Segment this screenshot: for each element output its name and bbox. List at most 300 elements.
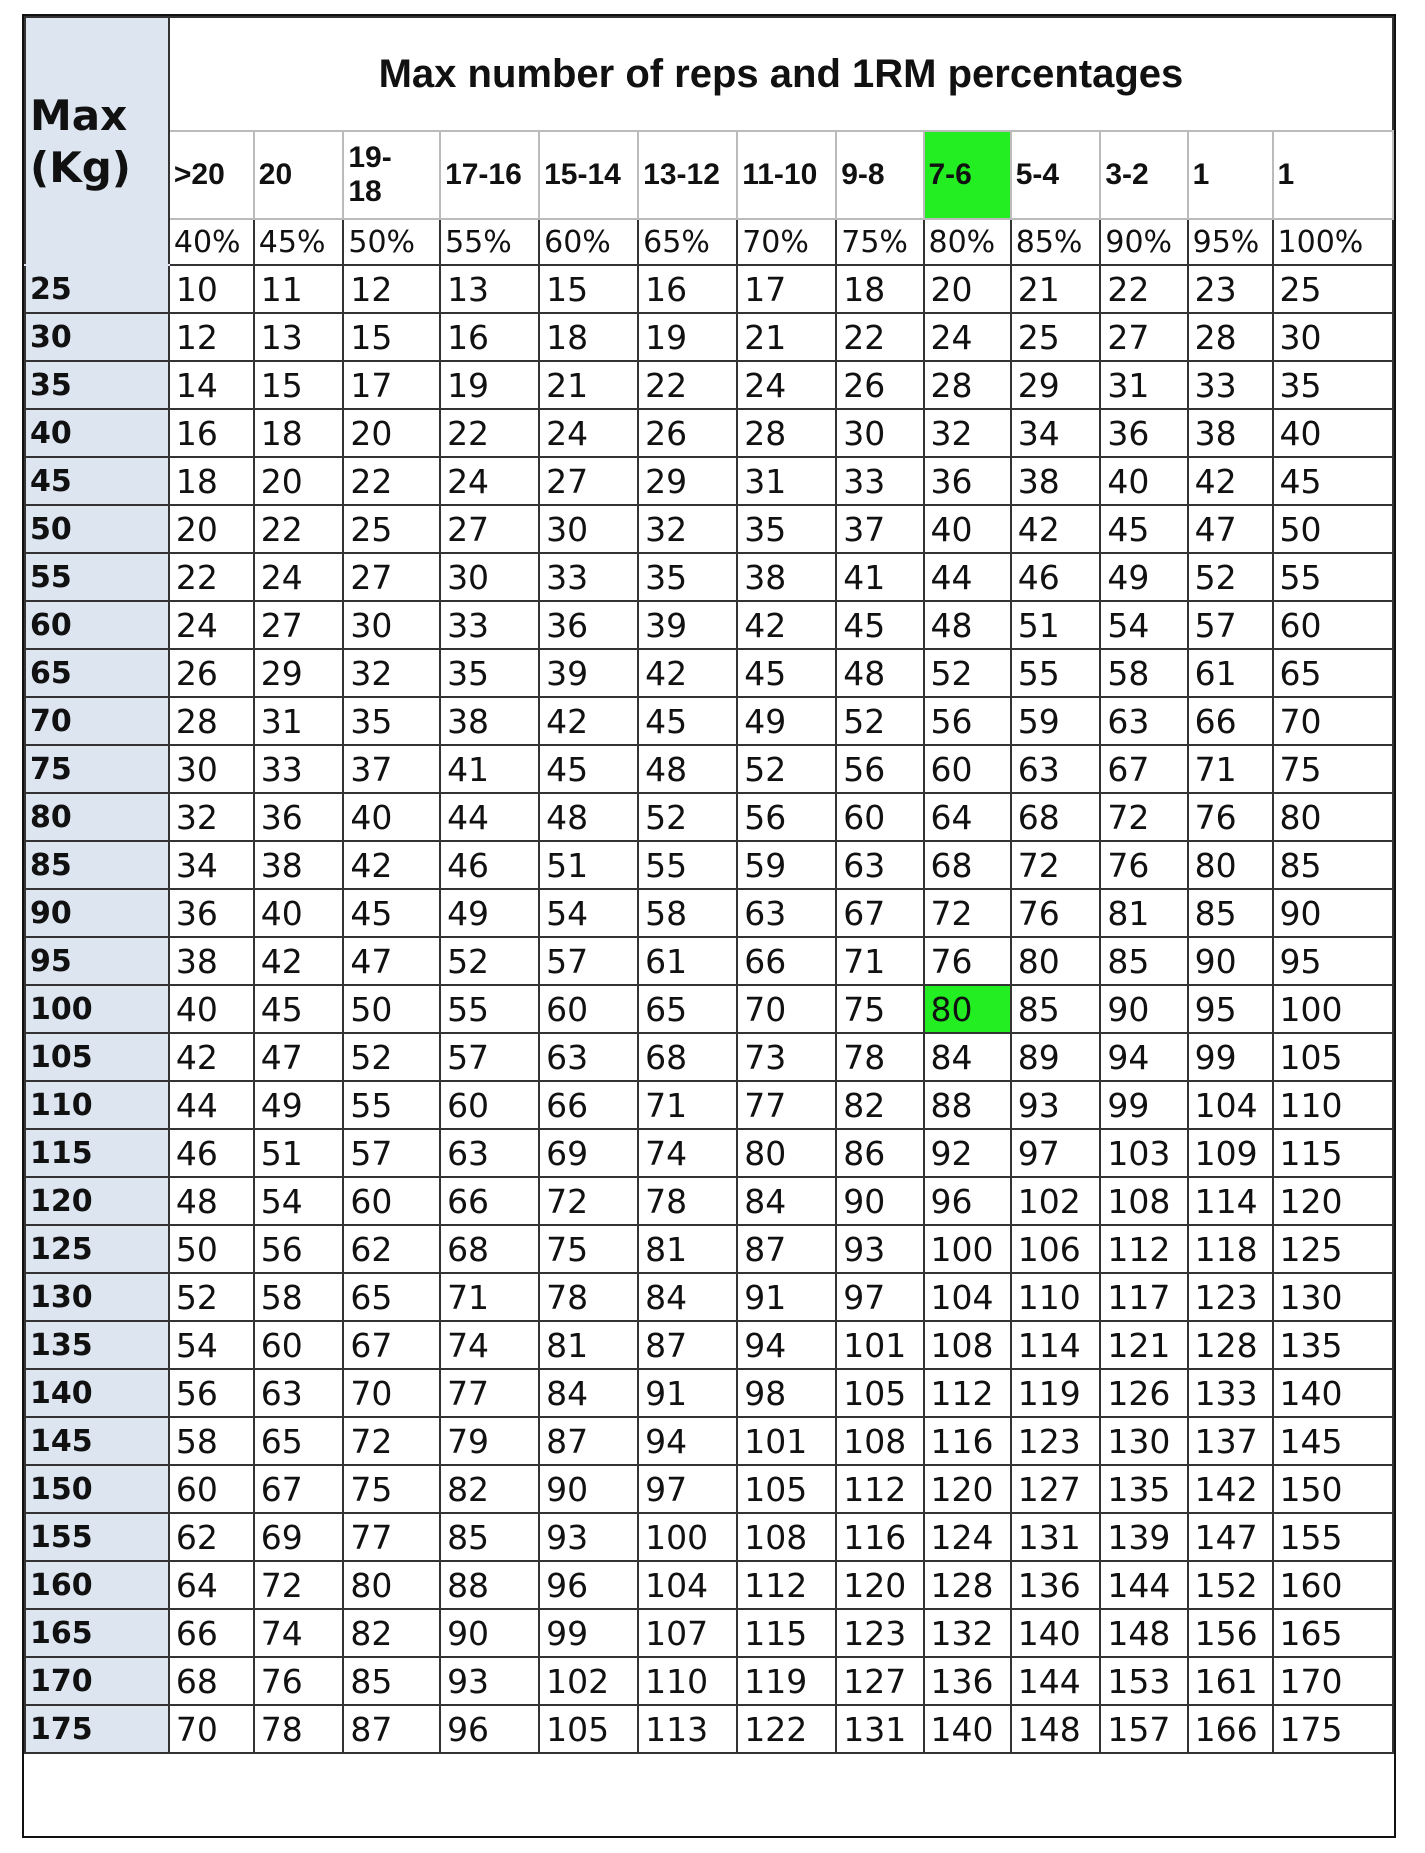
- weight-cell: 18: [169, 457, 254, 505]
- weight-cell: 22: [1100, 265, 1187, 313]
- table-row: [25, 1657, 1393, 1705]
- weight-cell: 16: [440, 313, 539, 361]
- weight-cell: 153: [1100, 1657, 1187, 1705]
- weight-cell: 82: [836, 1081, 923, 1129]
- percentage-header: 55%: [440, 219, 539, 265]
- weight-cell: 68: [924, 841, 1011, 889]
- weight-cell: 16: [169, 409, 254, 457]
- weight-cell: 46: [169, 1129, 254, 1177]
- table-row: [25, 313, 1393, 361]
- weight-cell: 119: [1011, 1369, 1101, 1417]
- weight-cell: 21: [539, 361, 638, 409]
- weight-cell: 15: [343, 313, 440, 361]
- table-row: [25, 1081, 1393, 1129]
- weight-cell: 82: [440, 1465, 539, 1513]
- weight-cell: 76: [254, 1657, 344, 1705]
- weight-cell: 72: [1100, 793, 1187, 841]
- rep-range-header: 11-10: [737, 131, 836, 219]
- weight-cell: 47: [1188, 505, 1273, 553]
- weight-cell: 87: [539, 1417, 638, 1465]
- weight-cell: 63: [440, 1129, 539, 1177]
- max-kg-cell: 45: [25, 457, 169, 505]
- weight-cell: 118: [1188, 1225, 1273, 1273]
- weight-cell: 63: [1100, 697, 1187, 745]
- weight-cell: 90: [1273, 889, 1393, 937]
- weight-cell: 130: [1273, 1273, 1393, 1321]
- weight-cell: 33: [836, 457, 923, 505]
- weight-cell: 31: [737, 457, 836, 505]
- rep-range-header: 19- 18: [343, 131, 440, 219]
- weight-cell: 52: [343, 1033, 440, 1081]
- weight-cell: 44: [169, 1081, 254, 1129]
- weight-cell: 61: [1188, 649, 1273, 697]
- weight-cell: 18: [539, 313, 638, 361]
- weight-cell: 36: [1100, 409, 1187, 457]
- table: [24, 16, 1394, 1754]
- weight-cell: 36: [169, 889, 254, 937]
- weight-cell: 52: [836, 697, 923, 745]
- weight-cell: 94: [737, 1321, 836, 1369]
- weight-cell: 77: [440, 1369, 539, 1417]
- max-kg-cell: 35: [25, 361, 169, 409]
- weight-cell: 116: [924, 1417, 1011, 1465]
- weight-cell: 44: [440, 793, 539, 841]
- weight-cell: 50: [343, 985, 440, 1033]
- weight-cell: 27: [539, 457, 638, 505]
- weight-cell: 122: [737, 1705, 836, 1753]
- weight-cell: 89: [1011, 1033, 1101, 1081]
- weight-cell: 60: [924, 745, 1011, 793]
- table-row: [25, 1513, 1393, 1561]
- weight-cell: 12: [169, 313, 254, 361]
- weight-cell: 63: [254, 1369, 344, 1417]
- weight-cell: 51: [539, 841, 638, 889]
- weight-cell: 29: [254, 649, 344, 697]
- weight-cell: 82: [343, 1609, 440, 1657]
- weight-cell: 52: [737, 745, 836, 793]
- max-kg-cell: 140: [25, 1369, 169, 1417]
- max-kg-cell: 50: [25, 505, 169, 553]
- weight-cell: 21: [1011, 265, 1101, 313]
- weight-cell: 42: [1188, 457, 1273, 505]
- rep-range-header: 20: [254, 131, 344, 219]
- rep-range-header: 1: [1273, 131, 1393, 219]
- percentage-header: 100%: [1273, 219, 1393, 265]
- weight-cell: 54: [169, 1321, 254, 1369]
- weight-cell: 31: [1100, 361, 1187, 409]
- weight-cell: 32: [343, 649, 440, 697]
- weight-cell: 96: [539, 1561, 638, 1609]
- max-kg-cell: 80: [25, 793, 169, 841]
- weight-cell: 61: [638, 937, 737, 985]
- max-kg-cell: 135: [25, 1321, 169, 1369]
- weight-cell: 56: [836, 745, 923, 793]
- weight-cell: 60: [169, 1465, 254, 1513]
- weight-cell: 81: [1100, 889, 1187, 937]
- table-title: Max number of reps and 1RM percentages: [169, 17, 1393, 131]
- table-row: [25, 793, 1393, 841]
- weight-cell: 40: [1100, 457, 1187, 505]
- weight-cell: 71: [1188, 745, 1273, 793]
- weight-cell: 140: [1273, 1369, 1393, 1417]
- weight-cell: 71: [638, 1081, 737, 1129]
- weight-cell: 45: [254, 985, 344, 1033]
- max-kg-cell: 65: [25, 649, 169, 697]
- weight-cell: 73: [737, 1033, 836, 1081]
- weight-cell: 24: [440, 457, 539, 505]
- weight-cell: 48: [638, 745, 737, 793]
- weight-cell: 49: [737, 697, 836, 745]
- weight-cell: 75: [343, 1465, 440, 1513]
- weight-cell: 22: [440, 409, 539, 457]
- reps-percentage-table: [22, 14, 1396, 1838]
- weight-cell: 70: [343, 1369, 440, 1417]
- weight-cell: 41: [440, 745, 539, 793]
- weight-cell: 93: [539, 1513, 638, 1561]
- weight-cell: 18: [254, 409, 344, 457]
- weight-cell: 58: [169, 1417, 254, 1465]
- weight-cell: 41: [836, 553, 923, 601]
- weight-cell: 132: [924, 1609, 1011, 1657]
- table-row: [25, 1225, 1393, 1273]
- weight-cell: 57: [343, 1129, 440, 1177]
- percentage-header: 95%: [1188, 219, 1273, 265]
- weight-cell: 92: [924, 1129, 1011, 1177]
- weight-cell: 116: [836, 1513, 923, 1561]
- weight-cell: 84: [924, 1033, 1011, 1081]
- percentage-header: 60%: [539, 219, 638, 265]
- weight-cell: 110: [638, 1657, 737, 1705]
- weight-cell: 142: [1188, 1465, 1273, 1513]
- table-row: [25, 1369, 1393, 1417]
- weight-cell: 97: [638, 1465, 737, 1513]
- weight-cell: 42: [539, 697, 638, 745]
- weight-cell: 106: [1011, 1225, 1101, 1273]
- weight-cell: 35: [737, 505, 836, 553]
- weight-cell: 135: [1100, 1465, 1187, 1513]
- weight-cell: 81: [539, 1321, 638, 1369]
- weight-cell: 60: [343, 1177, 440, 1225]
- weight-cell: 81: [638, 1225, 737, 1273]
- weight-cell: 157: [1100, 1705, 1187, 1753]
- weight-cell: 40: [1273, 409, 1393, 457]
- weight-cell: 87: [343, 1705, 440, 1753]
- max-kg-cell: 70: [25, 697, 169, 745]
- weight-cell: 65: [254, 1417, 344, 1465]
- weight-cell: 128: [1188, 1321, 1273, 1369]
- weight-cell: 28: [1188, 313, 1273, 361]
- weight-cell: 15: [254, 361, 344, 409]
- weight-cell: 93: [1011, 1081, 1101, 1129]
- weight-cell: 35: [440, 649, 539, 697]
- weight-cell: 20: [343, 409, 440, 457]
- weight-cell: 32: [169, 793, 254, 841]
- corner-label-line-2: (Kg): [30, 143, 132, 192]
- weight-cell: 88: [440, 1561, 539, 1609]
- weight-cell: 99: [539, 1609, 638, 1657]
- weight-cell: 30: [343, 601, 440, 649]
- weight-cell: 45: [343, 889, 440, 937]
- weight-cell: 95: [1273, 937, 1393, 985]
- weight-cell: 99: [1100, 1081, 1187, 1129]
- weight-cell: 71: [440, 1273, 539, 1321]
- weight-cell: 78: [254, 1705, 344, 1753]
- table-row: [25, 1561, 1393, 1609]
- weight-cell: 76: [1188, 793, 1273, 841]
- weight-cell: 175: [1273, 1705, 1393, 1753]
- weight-cell: 166: [1188, 1705, 1273, 1753]
- weight-cell: 85: [440, 1513, 539, 1561]
- rep-range-header: 7-6: [924, 131, 1011, 219]
- max-kg-cell: 100: [25, 985, 169, 1033]
- weight-cell: 63: [836, 841, 923, 889]
- rep-range-header: 9-8: [836, 131, 923, 219]
- weight-cell: 38: [254, 841, 344, 889]
- weight-cell: 125: [1273, 1225, 1393, 1273]
- weight-cell: 147: [1188, 1513, 1273, 1561]
- table-row: [25, 889, 1393, 937]
- weight-cell: 104: [638, 1561, 737, 1609]
- weight-cell: 45: [836, 601, 923, 649]
- weight-cell: 112: [737, 1561, 836, 1609]
- weight-cell: 33: [440, 601, 539, 649]
- weight-cell: 69: [539, 1129, 638, 1177]
- table-row: [25, 265, 1393, 313]
- weight-cell: 63: [539, 1033, 638, 1081]
- weight-cell: 24: [254, 553, 344, 601]
- max-kg-cell: 85: [25, 841, 169, 889]
- weight-cell: 24: [924, 313, 1011, 361]
- weight-cell: 76: [924, 937, 1011, 985]
- table-row: [25, 1177, 1393, 1225]
- weight-cell: 115: [1273, 1129, 1393, 1177]
- weight-cell: 96: [440, 1705, 539, 1753]
- weight-cell: 90: [539, 1465, 638, 1513]
- weight-cell: 66: [1188, 697, 1273, 745]
- max-kg-cell: 150: [25, 1465, 169, 1513]
- weight-cell: 38: [440, 697, 539, 745]
- weight-cell: 46: [440, 841, 539, 889]
- weight-cell: 51: [254, 1129, 344, 1177]
- weight-cell: 50: [1273, 505, 1393, 553]
- weight-cell: 99: [1188, 1033, 1273, 1081]
- weight-cell: 80: [1188, 841, 1273, 889]
- table-row: [25, 649, 1393, 697]
- rep-range-header: 13-12: [638, 131, 737, 219]
- weight-cell: 86: [836, 1129, 923, 1177]
- weight-cell: 66: [539, 1081, 638, 1129]
- weight-cell: 48: [539, 793, 638, 841]
- weight-cell: 119: [737, 1657, 836, 1705]
- weight-cell: 38: [1188, 409, 1273, 457]
- weight-cell: 52: [169, 1273, 254, 1321]
- weight-cell: 127: [836, 1657, 923, 1705]
- max-kg-cell: 125: [25, 1225, 169, 1273]
- weight-cell: 135: [1273, 1321, 1393, 1369]
- weight-cell: 66: [169, 1609, 254, 1657]
- weight-cell: 55: [343, 1081, 440, 1129]
- weight-cell: 51: [1011, 601, 1101, 649]
- weight-cell: 48: [836, 649, 923, 697]
- weight-cell: 103: [1100, 1129, 1187, 1177]
- weight-cell: 144: [1100, 1561, 1187, 1609]
- weight-cell: 56: [737, 793, 836, 841]
- weight-cell: 68: [638, 1033, 737, 1081]
- weight-cell: 33: [254, 745, 344, 793]
- weight-cell: 155: [1273, 1513, 1393, 1561]
- max-kg-cell: 105: [25, 1033, 169, 1081]
- weight-cell: 59: [737, 841, 836, 889]
- weight-cell: 84: [638, 1273, 737, 1321]
- percentage-header: 70%: [737, 219, 836, 265]
- weight-cell: 68: [1011, 793, 1101, 841]
- max-kg-cell: 95: [25, 937, 169, 985]
- weight-cell: 117: [1100, 1273, 1187, 1321]
- weight-cell: 57: [440, 1033, 539, 1081]
- weight-cell: 139: [1100, 1513, 1187, 1561]
- weight-cell: 74: [638, 1129, 737, 1177]
- weight-cell: 93: [836, 1225, 923, 1273]
- weight-cell: 60: [254, 1321, 344, 1369]
- weight-cell: 112: [1100, 1225, 1187, 1273]
- weight-cell: 57: [539, 937, 638, 985]
- percentage-header: 40%: [169, 219, 254, 265]
- weight-cell: 20: [169, 505, 254, 553]
- rep-range-header: 17-16: [440, 131, 539, 219]
- weight-cell: 114: [1011, 1321, 1101, 1369]
- weight-cell: 96: [924, 1177, 1011, 1225]
- percentage-header: 80%: [924, 219, 1011, 265]
- weight-cell: 126: [1100, 1369, 1187, 1417]
- table-row: [25, 697, 1393, 745]
- weight-cell: 22: [836, 313, 923, 361]
- weight-cell: 67: [836, 889, 923, 937]
- weight-cell: 77: [343, 1513, 440, 1561]
- weight-cell: 30: [1273, 313, 1393, 361]
- weight-cell: 36: [254, 793, 344, 841]
- weight-cell: 105: [836, 1369, 923, 1417]
- weight-cell: 45: [638, 697, 737, 745]
- table-row: [25, 1417, 1393, 1465]
- weight-cell: 57: [1188, 601, 1273, 649]
- weight-cell: 97: [836, 1273, 923, 1321]
- weight-cell: 136: [1011, 1561, 1101, 1609]
- table-row: [25, 553, 1393, 601]
- weight-cell: 105: [737, 1465, 836, 1513]
- weight-cell: 100: [638, 1513, 737, 1561]
- weight-cell: 45: [1100, 505, 1187, 553]
- weight-cell: 27: [1100, 313, 1187, 361]
- weight-cell: 100: [1273, 985, 1393, 1033]
- weight-cell: 67: [343, 1321, 440, 1369]
- weight-cell: 71: [836, 937, 923, 985]
- percentage-header: 90%: [1100, 219, 1187, 265]
- weight-cell: 145: [1273, 1417, 1393, 1465]
- weight-cell: 11: [254, 265, 344, 313]
- weight-cell: 108: [1100, 1177, 1187, 1225]
- weight-cell: 40: [254, 889, 344, 937]
- weight-cell: 23: [1188, 265, 1273, 313]
- table-row: [25, 1609, 1393, 1657]
- weight-cell: 105: [539, 1705, 638, 1753]
- percentage-header: 75%: [836, 219, 923, 265]
- weight-cell: 58: [254, 1273, 344, 1321]
- weight-cell: 18: [836, 265, 923, 313]
- max-kg-cell: 60: [25, 601, 169, 649]
- weight-cell: 90: [1100, 985, 1187, 1033]
- weight-cell: 44: [924, 553, 1011, 601]
- weight-cell: 26: [638, 409, 737, 457]
- weight-cell: 79: [440, 1417, 539, 1465]
- weight-cell: 35: [343, 697, 440, 745]
- weight-cell: 85: [343, 1657, 440, 1705]
- weight-cell: 55: [1273, 553, 1393, 601]
- table-row: [25, 1273, 1393, 1321]
- weight-cell: 42: [343, 841, 440, 889]
- weight-cell: 28: [169, 697, 254, 745]
- weight-cell: 60: [1273, 601, 1393, 649]
- max-kg-cell: 40: [25, 409, 169, 457]
- max-kg-cell: 25: [25, 265, 169, 313]
- weight-cell: 28: [924, 361, 1011, 409]
- weight-cell: 15: [539, 265, 638, 313]
- rep-range-header: 3-2: [1100, 131, 1187, 219]
- weight-cell: 68: [440, 1225, 539, 1273]
- weight-cell: 70: [1273, 697, 1393, 745]
- weight-cell: 45: [737, 649, 836, 697]
- max-kg-header: [25, 17, 169, 265]
- max-kg-cell: 165: [25, 1609, 169, 1657]
- weight-cell: 109: [1188, 1129, 1273, 1177]
- weight-cell: 37: [343, 745, 440, 793]
- weight-cell: 150: [1273, 1465, 1393, 1513]
- weight-cell: 110: [1273, 1081, 1393, 1129]
- weight-cell: 63: [737, 889, 836, 937]
- weight-cell: 52: [924, 649, 1011, 697]
- weight-cell: 29: [638, 457, 737, 505]
- weight-cell: 62: [169, 1513, 254, 1561]
- weight-cell: 38: [169, 937, 254, 985]
- weight-cell: 32: [924, 409, 1011, 457]
- weight-cell: 27: [343, 553, 440, 601]
- max-kg-cell: 120: [25, 1177, 169, 1225]
- weight-cell: 55: [1011, 649, 1101, 697]
- weight-cell: 74: [440, 1321, 539, 1369]
- weight-cell: 25: [343, 505, 440, 553]
- weight-cell: 12: [343, 265, 440, 313]
- weight-cell: 26: [169, 649, 254, 697]
- weight-cell: 36: [924, 457, 1011, 505]
- weight-cell: 108: [836, 1417, 923, 1465]
- table-row: [25, 361, 1393, 409]
- weight-cell: 80: [343, 1561, 440, 1609]
- rep-range-header: 5-4: [1011, 131, 1101, 219]
- weight-cell: 60: [539, 985, 638, 1033]
- table-row: [25, 745, 1393, 793]
- weight-cell: 35: [1273, 361, 1393, 409]
- weight-cell: 110: [1011, 1273, 1101, 1321]
- weight-cell: 90: [836, 1177, 923, 1225]
- weight-cell: 48: [169, 1177, 254, 1225]
- weight-cell: 101: [836, 1321, 923, 1369]
- weight-cell: 80: [737, 1129, 836, 1177]
- weight-cell: 56: [169, 1369, 254, 1417]
- weight-cell: 34: [169, 841, 254, 889]
- weight-cell: 48: [924, 601, 1011, 649]
- weight-cell: 108: [737, 1513, 836, 1561]
- weight-cell: 84: [737, 1177, 836, 1225]
- weight-cell: 22: [169, 553, 254, 601]
